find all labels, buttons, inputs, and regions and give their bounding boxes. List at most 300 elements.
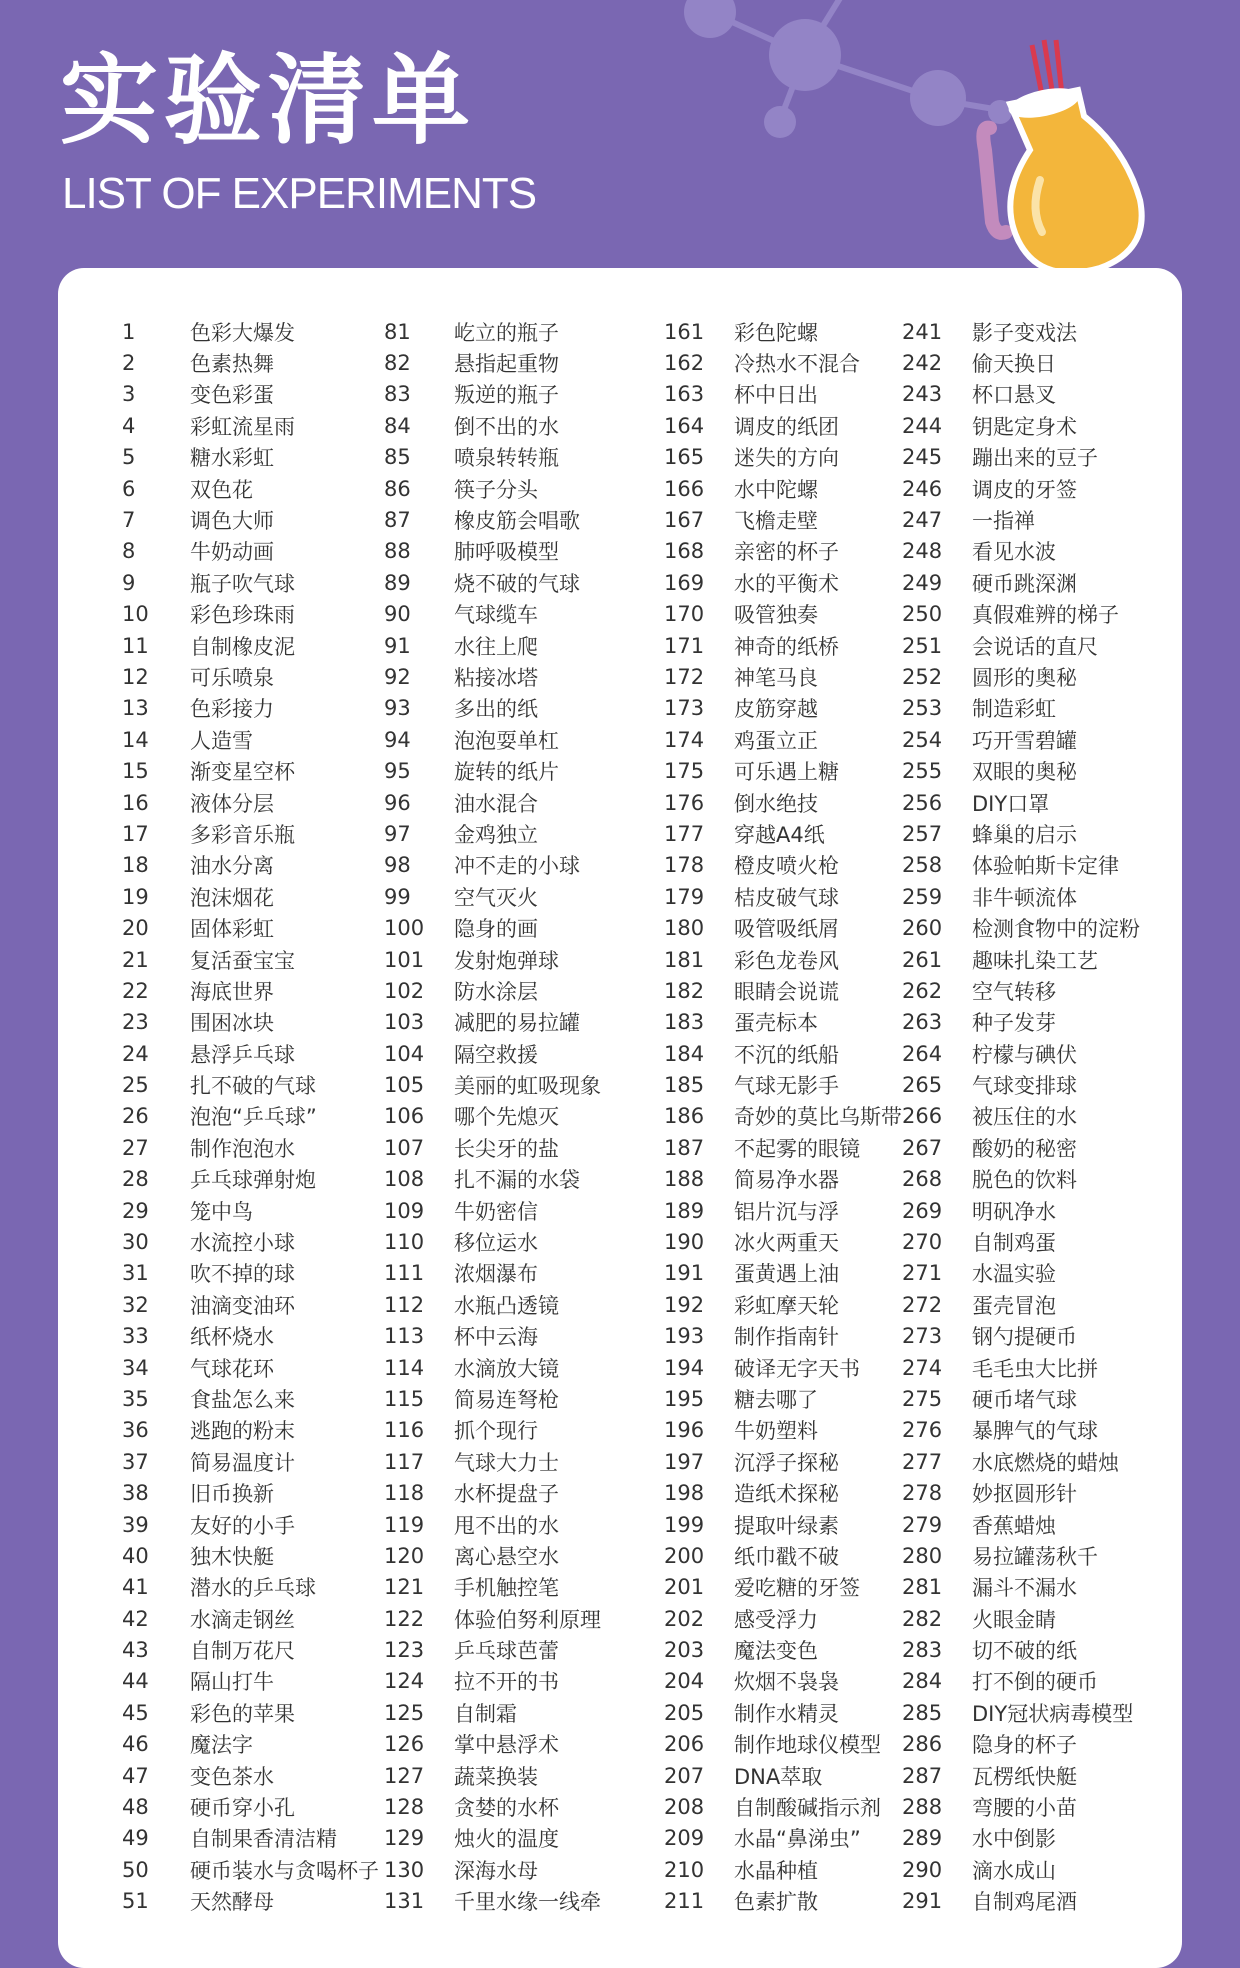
experiment-number: 190	[664, 1230, 705, 1255]
experiment-name: 沉浮子探秘	[734, 1450, 839, 1475]
experiment-name: 浓烟瀑布	[454, 1262, 538, 1287]
experiment-number: 164	[664, 413, 705, 438]
experiment-number: 124	[384, 1669, 425, 1694]
experiment-number: 251	[902, 633, 943, 658]
experiment-number: 87	[384, 508, 411, 533]
list-item	[384, 504, 601, 535]
experiment-name: 叛逆的瓶子	[454, 383, 559, 408]
experiment-number: 91	[384, 633, 411, 658]
experiment-name: 柠檬与碘伏	[972, 1042, 1077, 1067]
experiment-name: 自制橡皮泥	[190, 634, 295, 659]
list-item	[664, 1572, 902, 1603]
list-item	[902, 1321, 1140, 1352]
experiment-name: 彩虹流星雨	[190, 414, 295, 439]
experiment-name: 可乐遇上糖	[734, 760, 839, 785]
experiment-name: 液体分层	[190, 791, 274, 816]
experiment-number: 106	[384, 1104, 425, 1129]
experiment-number: 97	[384, 821, 411, 846]
molecule-icon	[684, 0, 1012, 138]
list-item	[902, 1791, 1140, 1822]
list-item	[664, 1886, 902, 1917]
experiment-name: 屹立的瓶子	[454, 320, 559, 345]
list-item	[122, 1415, 379, 1446]
experiment-name: 多彩音乐瓶	[190, 822, 295, 847]
experiment-name: 制造彩虹	[972, 697, 1056, 722]
experiment-name: 冷热水不混合	[734, 352, 860, 377]
experiment-name: 自制鸡蛋	[972, 1231, 1056, 1256]
experiment-name: 牛奶密信	[454, 1199, 538, 1224]
experiment-number: 289	[902, 1826, 943, 1851]
experiment-name: 铝片沉与浮	[734, 1199, 839, 1224]
experiment-number: 281	[902, 1575, 943, 1600]
list-item	[902, 944, 1140, 975]
list-item	[902, 1477, 1140, 1508]
experiment-number: 183	[664, 1010, 705, 1035]
list-item	[122, 787, 379, 818]
experiment-name: 调皮的纸团	[734, 414, 839, 439]
list-item	[664, 316, 902, 347]
list-item	[122, 1195, 379, 1226]
experiment-number: 37	[122, 1449, 149, 1474]
list-item	[384, 1383, 601, 1414]
experiment-name: 蜂巢的启示	[972, 822, 1077, 847]
experiment-number: 130	[384, 1857, 425, 1882]
experiment-name: 油滴变油环	[190, 1293, 295, 1318]
experiment-name: 制作水精灵	[734, 1701, 839, 1726]
experiment-name: 气球大力士	[454, 1450, 559, 1475]
experiment-name: 固体彩虹	[190, 917, 274, 942]
experiment-number: 16	[122, 790, 149, 815]
experiment-name: 硬币装水与贪喝杯子	[190, 1858, 379, 1883]
experiment-name: 妙抠圆形针	[972, 1482, 1077, 1507]
list-item	[384, 1760, 601, 1791]
experiment-number: 21	[122, 947, 149, 972]
list-item	[664, 1791, 902, 1822]
experiment-name: 简易温度计	[190, 1450, 295, 1475]
list-item	[664, 1415, 902, 1446]
list-item	[902, 1697, 1140, 1728]
list-item	[902, 661, 1140, 692]
list-item	[122, 1697, 379, 1728]
experiment-number: 15	[122, 759, 149, 784]
experiment-name: 水流控小球	[190, 1231, 295, 1256]
experiment-name: 自制果香清洁精	[190, 1827, 337, 1852]
experiment-name: 变色彩蛋	[190, 383, 274, 408]
experiment-number: 172	[664, 664, 705, 689]
experiment-number: 211	[664, 1889, 705, 1914]
experiment-number: 103	[384, 1010, 425, 1035]
list-item	[664, 724, 902, 755]
experiment-number: 123	[384, 1638, 425, 1663]
experiment-number: 169	[664, 570, 705, 595]
list-item	[902, 1383, 1140, 1414]
list-item	[122, 347, 379, 378]
experiment-name: 色彩大爆发	[190, 320, 295, 345]
list-item	[664, 504, 902, 535]
experiment-name: 多出的纸	[454, 697, 538, 722]
experiment-number: 29	[122, 1198, 149, 1223]
list-item	[664, 818, 902, 849]
experiment-number: 114	[384, 1355, 425, 1380]
experiment-number: 261	[902, 947, 943, 972]
experiment-number: 285	[902, 1700, 943, 1725]
list-item	[384, 724, 601, 755]
list-item	[122, 1572, 379, 1603]
experiment-number: 111	[384, 1261, 425, 1286]
experiment-name: DIY口罩	[972, 791, 1050, 816]
experiment-name: 感受浮力	[734, 1607, 818, 1632]
experiment-number: 170	[664, 602, 705, 627]
experiment-number: 20	[122, 916, 149, 941]
list-item	[384, 316, 601, 347]
experiment-name: 牛奶塑料	[734, 1419, 818, 1444]
experiment-number: 206	[664, 1732, 705, 1757]
experiment-name: 倒不出的水	[454, 414, 559, 439]
experiment-name: 笼中鸟	[190, 1199, 253, 1224]
experiment-number: 246	[902, 476, 943, 501]
experiment-number: 277	[902, 1449, 943, 1474]
experiment-name: 迷失的方向	[734, 446, 839, 471]
experiment-name: 筷子分头	[454, 477, 538, 502]
list-item	[664, 1697, 902, 1728]
experiment-number: 4	[122, 413, 136, 438]
experiment-number: 171	[664, 633, 705, 658]
list-item	[122, 975, 379, 1006]
experiment-number: 256	[902, 790, 943, 815]
experiment-number: 255	[902, 759, 943, 784]
list-item	[384, 1540, 601, 1571]
experiment-name: 水温实验	[972, 1262, 1056, 1287]
list-item	[664, 1634, 902, 1665]
experiment-name: 减肥的易拉罐	[454, 1011, 580, 1036]
experiment-number: 279	[902, 1512, 943, 1537]
experiment-number: 42	[122, 1606, 149, 1631]
list-item	[384, 1226, 601, 1257]
list-item	[664, 347, 902, 378]
list-item	[902, 818, 1140, 849]
experiment-number: 46	[122, 1732, 149, 1757]
list-item	[664, 536, 902, 567]
experiment-number: 107	[384, 1135, 425, 1160]
list-item	[902, 567, 1140, 598]
experiment-name: 眼睛会说谎	[734, 979, 839, 1004]
experiment-number: 198	[664, 1481, 705, 1506]
list-item	[384, 1854, 601, 1885]
experiment-number: 209	[664, 1826, 705, 1851]
list-item	[902, 975, 1140, 1006]
experiment-number: 199	[664, 1512, 705, 1537]
list-item	[122, 1289, 379, 1320]
experiment-name: 美丽的虹吸现象	[454, 1074, 601, 1099]
experiment-name: 旧币换新	[190, 1482, 274, 1507]
experiment-name: 千里水缘一线牵	[454, 1890, 601, 1915]
experiment-number: 191	[664, 1261, 705, 1286]
experiment-name: 泡沫烟花	[190, 885, 274, 910]
experiment-name: 复活蚕宝宝	[190, 948, 295, 973]
experiment-number: 9	[122, 570, 136, 595]
list-item	[384, 473, 601, 504]
list-item	[902, 1446, 1140, 1477]
experiment-name: 糖去哪了	[734, 1387, 818, 1412]
list-item	[664, 1226, 902, 1257]
list-item	[122, 379, 379, 410]
list-item	[122, 599, 379, 630]
list-item	[902, 1634, 1140, 1665]
experiment-number: 84	[384, 413, 411, 438]
experiment-number: 104	[384, 1041, 425, 1066]
list-item	[664, 1446, 902, 1477]
list-item	[384, 1101, 601, 1132]
experiment-name: 气球变排球	[972, 1074, 1077, 1099]
experiment-number: 203	[664, 1638, 705, 1663]
experiment-name: DIY冠状病毒模型	[972, 1701, 1134, 1726]
experiment-name: 硬币跳深渊	[972, 571, 1077, 596]
list-item	[384, 1603, 601, 1634]
experiment-number: 174	[664, 727, 705, 752]
list-item	[122, 473, 379, 504]
flask-icon	[983, 40, 1141, 273]
list-item	[902, 755, 1140, 786]
experiment-number: 5	[122, 445, 136, 470]
list-item	[122, 1258, 379, 1289]
list-item	[902, 1540, 1140, 1571]
experiment-number: 260	[902, 916, 943, 941]
experiment-name: 真假难辨的梯子	[972, 603, 1119, 628]
experiment-name: 糖水彩虹	[190, 446, 274, 471]
experiment-name: 调皮的牙签	[972, 477, 1077, 502]
list-item	[664, 1666, 902, 1697]
experiment-name: 被压住的水	[972, 1105, 1077, 1130]
experiment-number: 27	[122, 1135, 149, 1160]
experiment-name: 气球花环	[190, 1356, 274, 1381]
list-item	[902, 1415, 1140, 1446]
experiment-name: 桔皮破气球	[734, 885, 839, 910]
list-item	[384, 912, 601, 943]
experiment-name: 隔空救援	[454, 1042, 538, 1067]
list-item	[902, 724, 1140, 755]
experiment-number: 187	[664, 1135, 705, 1160]
experiment-number: 177	[664, 821, 705, 846]
experiment-number: 49	[122, 1826, 149, 1851]
experiment-name: 空气转移	[972, 979, 1056, 1004]
list-item	[902, 1258, 1140, 1289]
list-item	[384, 1415, 601, 1446]
experiment-name: 友好的小手	[190, 1513, 295, 1538]
list-item	[902, 787, 1140, 818]
list-item	[384, 1886, 601, 1917]
list-item	[664, 1069, 902, 1100]
experiment-number: 276	[902, 1418, 943, 1443]
experiment-name: 简易连弩枪	[454, 1387, 559, 1412]
list-item	[902, 850, 1140, 881]
experiment-number: 280	[902, 1543, 943, 1568]
experiment-name: 手机触控笔	[454, 1576, 559, 1601]
list-item	[664, 1352, 902, 1383]
list-item	[122, 1760, 379, 1791]
experiment-name: 炊烟不袅袅	[734, 1670, 839, 1695]
experiment-name: 扎不破的气球	[190, 1074, 316, 1099]
list-item	[902, 379, 1140, 410]
experiment-name: 火眼金睛	[972, 1607, 1056, 1632]
list-item	[384, 1697, 601, 1728]
experiment-number: 173	[664, 696, 705, 721]
experiment-number: 186	[664, 1104, 705, 1129]
experiment-name: 离心悬空水	[454, 1544, 559, 1569]
experiment-number: 267	[902, 1135, 943, 1160]
experiment-name: 粘接冰塔	[454, 665, 538, 690]
list-item	[122, 912, 379, 943]
experiment-name: 杯口悬叉	[972, 383, 1056, 408]
experiment-number: 162	[664, 351, 705, 376]
list-item	[384, 1446, 601, 1477]
experiment-name: 纸杯烧水	[190, 1325, 274, 1350]
experiment-name: 种子发芽	[972, 1011, 1056, 1036]
list-item	[902, 1038, 1140, 1069]
experiment-number: 250	[902, 602, 943, 627]
experiment-number: 268	[902, 1167, 943, 1192]
experiment-name: 隐身的杯子	[972, 1733, 1077, 1758]
experiment-name: 漏斗不漏水	[972, 1576, 1077, 1601]
experiment-name: 油水分离	[190, 854, 274, 879]
experiment-number: 254	[902, 727, 943, 752]
list-item	[664, 944, 902, 975]
experiment-name: 长尖牙的盐	[454, 1136, 559, 1161]
experiment-name: 水的平衡术	[734, 571, 839, 596]
list-item	[122, 1791, 379, 1822]
experiment-number: 287	[902, 1763, 943, 1788]
experiment-name: 天然酵母	[190, 1890, 274, 1915]
experiment-name: 趣味扎染工艺	[972, 948, 1098, 973]
experiment-number: 253	[902, 696, 943, 721]
experiment-name: 水瓶凸透镜	[454, 1293, 559, 1318]
list-item	[902, 1101, 1140, 1132]
experiment-number: 262	[902, 978, 943, 1003]
list-item	[664, 1540, 902, 1571]
experiment-name: 神奇的纸桥	[734, 634, 839, 659]
experiment-number: 127	[384, 1763, 425, 1788]
list-item	[384, 379, 601, 410]
experiment-number: 241	[902, 319, 943, 344]
experiment-name: 水中倒影	[972, 1827, 1056, 1852]
experiment-number: 31	[122, 1261, 149, 1286]
experiment-name: 钢勺提硬币	[972, 1325, 1077, 1350]
experiment-number: 182	[664, 978, 705, 1003]
experiment-number: 17	[122, 821, 149, 846]
list-item	[122, 1101, 379, 1132]
experiment-name: 人造雪	[190, 728, 253, 753]
experiment-number: 184	[664, 1041, 705, 1066]
experiment-name: 倒水绝技	[734, 791, 818, 816]
experiment-column-1	[122, 316, 379, 1917]
experiment-name: 鸡蛋立正	[734, 728, 818, 753]
experiment-name: 奇妙的莫比乌斯带	[734, 1105, 902, 1130]
experiment-name: 渐变星空杯	[190, 760, 295, 785]
list-item	[902, 912, 1140, 943]
list-item	[122, 1352, 379, 1383]
experiment-name: 双色花	[190, 477, 253, 502]
experiment-name: 橡皮筋会唱歌	[454, 509, 580, 534]
experiment-number: 120	[384, 1543, 425, 1568]
list-item	[902, 442, 1140, 473]
experiment-number: 201	[664, 1575, 705, 1600]
list-item	[384, 661, 601, 692]
list-item	[902, 316, 1140, 347]
experiment-name: 自制鸡尾酒	[972, 1890, 1077, 1915]
experiment-name: 检测食物中的淀粉	[972, 917, 1140, 942]
experiment-number: 282	[902, 1606, 943, 1631]
list-item	[122, 1321, 379, 1352]
list-item	[902, 1729, 1140, 1760]
list-item	[664, 1164, 902, 1195]
list-item	[122, 1729, 379, 1760]
experiment-number: 131	[384, 1889, 425, 1914]
experiment-name: 会说话的直尺	[972, 634, 1098, 659]
list-item	[902, 693, 1140, 724]
experiment-number: 47	[122, 1763, 149, 1788]
experiment-name: 不起雾的眼镜	[734, 1136, 860, 1161]
experiment-name: 肺呼吸模型	[454, 540, 559, 565]
experiment-column-2	[384, 316, 601, 1917]
list-item	[664, 1321, 902, 1352]
list-item	[902, 1132, 1140, 1163]
experiment-number: 92	[384, 664, 411, 689]
experiment-number: 95	[384, 759, 411, 784]
list-item	[664, 661, 902, 692]
list-item	[902, 1666, 1140, 1697]
experiment-number: 100	[384, 916, 425, 941]
experiment-name: 变色茶水	[190, 1764, 274, 1789]
experiment-name: 自制酸碱指示剂	[734, 1796, 881, 1821]
experiment-number: 275	[902, 1386, 943, 1411]
list-item	[384, 1007, 601, 1038]
list-item	[122, 1823, 379, 1854]
experiment-number: 110	[384, 1230, 425, 1255]
experiment-number: 24	[122, 1041, 149, 1066]
experiment-number: 244	[902, 413, 943, 438]
experiment-name: 吹不掉的球	[190, 1262, 295, 1287]
list-item	[384, 1634, 601, 1665]
experiment-name: 穿越A4纸	[734, 822, 825, 847]
experiment-number: 35	[122, 1386, 149, 1411]
list-item	[384, 567, 601, 598]
experiment-name: 简易净水器	[734, 1168, 839, 1193]
experiment-name: 抓个现行	[454, 1419, 538, 1444]
list-item	[122, 536, 379, 567]
experiment-number: 7	[122, 508, 136, 533]
experiment-number: 34	[122, 1355, 149, 1380]
list-item	[664, 410, 902, 441]
experiment-number: 165	[664, 445, 705, 470]
list-item	[664, 1729, 902, 1760]
experiment-name: 一指禅	[972, 509, 1035, 534]
experiment-name: 水杯提盘子	[454, 1482, 559, 1507]
list-item	[384, 1509, 601, 1540]
experiment-number: 252	[902, 664, 943, 689]
list-item	[902, 504, 1140, 535]
experiment-number: 290	[902, 1857, 943, 1882]
list-item	[384, 818, 601, 849]
list-item	[664, 630, 902, 661]
list-item	[122, 1886, 379, 1917]
list-item	[122, 1634, 379, 1665]
experiment-name: 切不破的纸	[972, 1639, 1077, 1664]
experiment-number: 278	[902, 1481, 943, 1506]
list-item	[122, 442, 379, 473]
experiment-name: 防水涂层	[454, 979, 538, 1004]
experiment-number: 245	[902, 445, 943, 470]
experiment-number: 30	[122, 1230, 149, 1255]
experiment-number: 265	[902, 1073, 943, 1098]
